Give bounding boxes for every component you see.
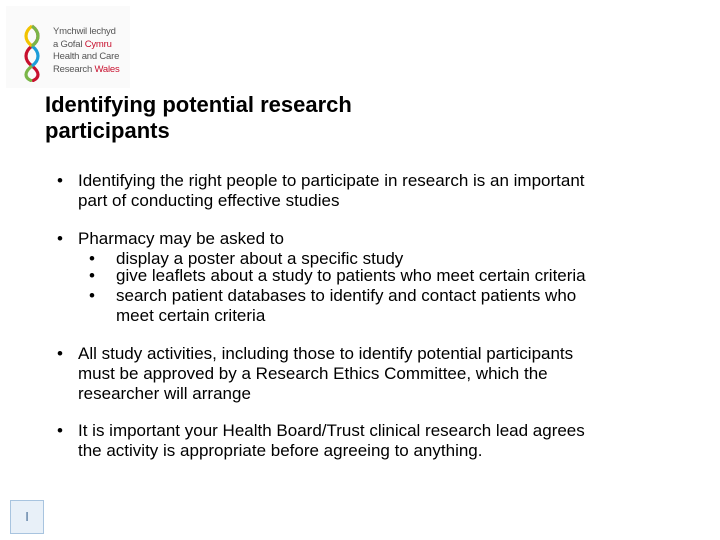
slide-title bbox=[45, 92, 665, 144]
bullet-text bbox=[78, 344, 688, 404]
logo-mark-icon bbox=[20, 24, 44, 82]
sub-bullet-line: search patient databases to identify and contact patients who bbox=[116, 286, 577, 305]
logo-line-2: a Gofal Cymru bbox=[53, 38, 112, 50]
bullet-line: the activity is appropriate before agreeing to anything. bbox=[78, 441, 483, 460]
sub-bullet-marker: • bbox=[89, 249, 95, 268]
sub-bullet-line: give leaflets about a study to patients who meet certain criteria bbox=[116, 266, 586, 285]
bullet-line: Identifying the right people to participate in research is an important bbox=[78, 171, 585, 190]
bullet-marker: • bbox=[57, 421, 63, 440]
bullet-line: part of conducting effective studies bbox=[78, 191, 340, 210]
logo-text bbox=[53, 26, 120, 76]
sub-bullet-text bbox=[116, 266, 586, 286]
bullet-line: All study activities, including those to identify potential participants bbox=[78, 344, 574, 363]
bullet-line: researcher will arrange bbox=[78, 384, 251, 403]
bullet-marker: • bbox=[57, 171, 63, 190]
logo-line-4: Research Wales bbox=[53, 63, 120, 75]
slide-title-line-2: participants bbox=[45, 118, 170, 143]
page-number-box bbox=[10, 500, 44, 534]
bullet-line: It is important your Health Board/Trust clinical research lead agrees bbox=[78, 421, 585, 440]
logo-line-1: Ymchwil lechyd bbox=[53, 26, 116, 37]
bullet-text bbox=[78, 421, 688, 461]
sub-bullet-marker: • bbox=[89, 286, 95, 305]
page-number: I bbox=[25, 509, 29, 524]
bullet-text bbox=[78, 171, 688, 211]
bullet-marker: • bbox=[57, 229, 63, 248]
bullet-line: must be approved by a Research Ethics Committee, which the bbox=[78, 364, 548, 383]
logo-line-3: Health and Care bbox=[53, 51, 120, 62]
sub-bullet-text bbox=[116, 286, 576, 326]
sub-bullet-marker: • bbox=[89, 266, 95, 285]
sub-bullet-line: meet certain criteria bbox=[116, 306, 266, 325]
bullet-marker: • bbox=[57, 344, 63, 363]
sub-bullet-line: display a poster about a specific study bbox=[116, 249, 404, 268]
bullet-line: Pharmacy may be asked to bbox=[78, 229, 284, 248]
hcrw-logo bbox=[6, 6, 130, 88]
bullet-text bbox=[78, 229, 688, 249]
slide-title-line-1: Identifying potential research bbox=[45, 92, 352, 117]
